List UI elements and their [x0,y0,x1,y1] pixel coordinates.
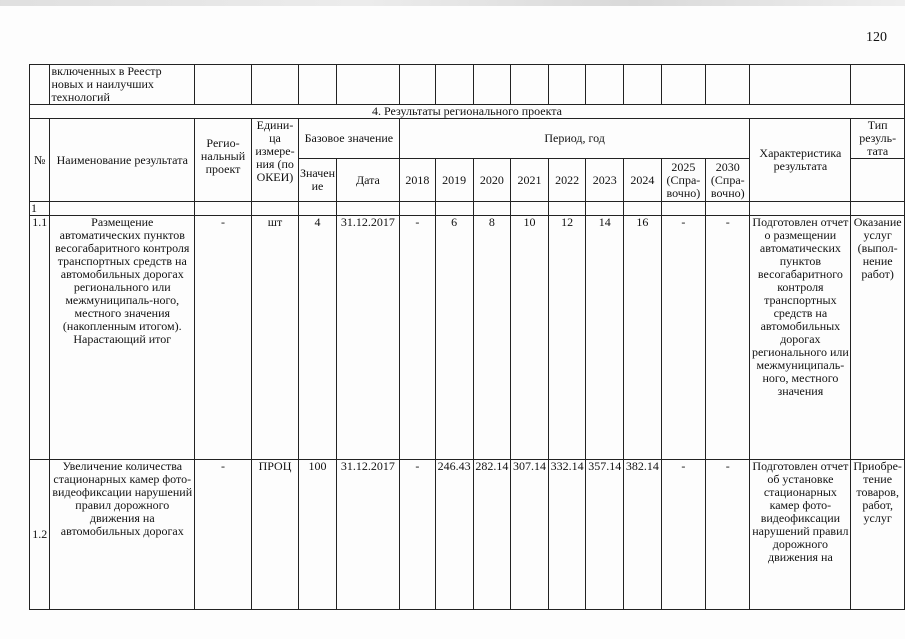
row-characteristic: Подготовлен отчет об установке стационарных камер фото-видеофиксации нарушений правил дорожного движения на [750,460,851,610]
header-characteristic: Характеристика результата [750,119,851,202]
header-year: 2025 (Спра-вочно) [661,159,705,202]
header-period: Период, год [399,119,750,159]
row-num: 1.2 [30,460,50,610]
header-year: 2019 [435,159,473,202]
header-unit: Едини-ца измере-ния (по ОКЕИ) [251,119,298,202]
row-result-type: Оказание услуг (выпол-нение работ) [851,216,905,460]
header-year: 2018 [399,159,435,202]
section-title: 4. Результаты регионального проекта [30,105,905,119]
header-year: 2022 [548,159,586,202]
row-year-value: - [399,216,435,460]
row-year-value: - [706,216,750,460]
row-regional-project: - [195,216,252,460]
header-year: 2023 [586,159,624,202]
group-label: 1 [30,202,50,216]
row-characteristic: Подготовлен отчет о размещении автоматических пунктов весогабаритного контроля транспортных средств на автомобильных дорогах регионального или межмуниципаль-ного, местного значения [750,216,851,460]
row-year-value: 14 [586,216,624,460]
row-year-value: 357.14 [586,460,624,610]
row-year-value: - [399,460,435,610]
row-year-value: - [706,460,750,610]
table-row [30,460,905,610]
row-year-value: 382.14 [624,460,662,610]
scan-artifact [0,0,905,6]
header-year: 2024 [624,159,662,202]
row-year-value: 282.14 [473,460,511,610]
page-number: 120 [866,30,887,45]
header-result-type: Тип резуль-тата [851,119,905,159]
row-num: 1.1 [30,216,50,460]
header-date: Дата [337,159,400,202]
header-base-value: Базовое значение [298,119,399,159]
row-regional-project: - [195,460,252,610]
header-row-1 [30,119,905,159]
row-year-value: 12 [548,216,586,460]
row-year-value: - [661,216,705,460]
section-title-row [30,105,905,119]
row-year-value: 6 [435,216,473,460]
row-year-value: - [661,460,705,610]
row-year-value: 307.14 [511,460,549,610]
header-year: 2021 [511,159,549,202]
continuation-row [30,65,905,105]
header-name: Наименование результата [50,119,195,202]
row-base-value: 100 [298,460,336,610]
row-base-date: 31.12.2017 [337,460,400,610]
row-year-value: 10 [511,216,549,460]
header-regional-project: Регио-нальный проект [195,119,252,202]
row-name: Размещение автоматических пунктов весогабаритного контроля транспортных средств на автомобильных дорогах регионального или межмуниципаль-ного, местного значения (накопленным итогом). Нарастающий итог [50,216,195,460]
row-year-value: 246.43 [435,460,473,610]
continuation-text: включенных в Реестр новых и наилучших технологий [50,65,195,105]
row-year-value: 332.14 [548,460,586,610]
row-base-date: 31.12.2017 [337,216,400,460]
table-row [30,216,905,460]
results-table [29,64,905,610]
header-year: 2020 [473,159,511,202]
row-unit: ПРОЦ [251,460,298,610]
row-year-value: 16 [624,216,662,460]
group-row [30,202,905,216]
header-value: Значен ие [298,159,336,202]
row-unit: шт [251,216,298,460]
header-year: 2030 (Спра-вочно) [706,159,750,202]
header-num: № [30,119,50,202]
row-year-value: 8 [473,216,511,460]
row-result-type: Приобре-тение товаров, работ, услуг [851,460,905,610]
row-base-value: 4 [298,216,336,460]
row-name: Увеличение количества стационарных камер фото-видеофиксации нарушений правил дорожного движения на автомобильных дорогах [50,460,195,610]
